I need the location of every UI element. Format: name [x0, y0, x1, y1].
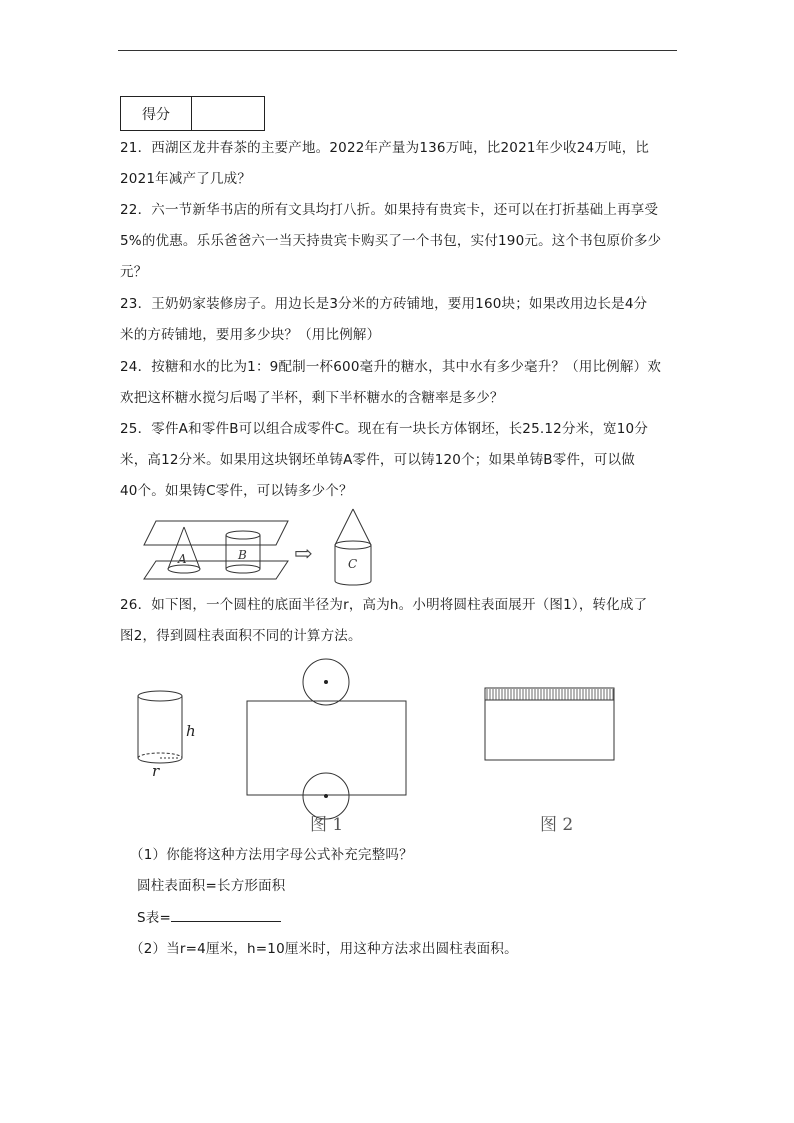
question-22-line: 22．六一节新华书店的所有文具均打八折。如果持有贵宾卡，还可以在打折基础上再享受: [120, 202, 659, 218]
question-25: [120, 414, 680, 507]
label-r: r: [152, 762, 160, 780]
formula-intro: 圆柱表面积=长方形面积: [137, 878, 286, 894]
header-rule: [118, 50, 677, 51]
bottom-plane: [144, 561, 288, 579]
question-25-line: 米，高12分米。如果用这块钢坯单铸A零件，可以铸120个；如果单铸B零件，可以做: [120, 452, 635, 468]
arrow-icon: ⇨: [294, 542, 313, 567]
question-26-line: 图2，得到圆柱表面积不同的计算方法。: [120, 628, 362, 644]
question-21: [120, 133, 680, 195]
question-22-line: 元？: [120, 264, 148, 280]
caption-figure-2: 图 2: [540, 815, 574, 835]
top-plane: [144, 521, 288, 545]
question-24: [120, 352, 680, 414]
cone-a: [168, 527, 200, 573]
score-box: [120, 96, 265, 131]
label-b: B: [238, 548, 247, 562]
question-25-line: 40个。如果铸C零件，可以铸多少个？: [120, 483, 353, 499]
formula-line: [137, 903, 697, 934]
circle-center-dot: [324, 680, 328, 684]
cylinder-figure: [138, 691, 182, 763]
question-21-line: 21．西湖区龙井春茶的主要产地。2022年产量为136万吨，比2021年少收24万吨，比: [120, 140, 650, 156]
sub-question-1: （1）你能将这种方法用字母公式补充完整吗？: [130, 847, 413, 863]
formula-lhs: S表=: [137, 910, 171, 926]
question-21-line: 2021年减产了几成？: [120, 171, 252, 187]
question-26-line: 26．如下图，一个圆柱的底面半径为r，高为h。小明将圆柱表面展开（图1），转化成了: [120, 597, 648, 613]
parts-diagram: [138, 505, 378, 587]
score-label: 得分: [121, 97, 192, 130]
question-23-line: 米的方砖铺地，要用多少块？（用比例解）: [120, 327, 381, 343]
label-c: C: [348, 557, 358, 571]
caption-figure-1: 图 1: [310, 815, 344, 835]
circle-center-dot: [324, 794, 328, 798]
formula-answer-blank[interactable]: [171, 907, 281, 922]
question-24-line: 欢把这杯糖水搅匀后喝了半杯，剩下半杯糖水的含糖率是多少？: [120, 390, 504, 406]
question-24-line: 24．按糖和水的比为1：9配制一杯600毫升的糖水，其中水有多少毫升？（用比例解）欢: [120, 359, 662, 375]
question-22: [120, 195, 680, 288]
question-23-line: 23．王奶奶家装修房子。用边长是3分米的方砖铺地，要用160块；如果改用边长是4分: [120, 296, 648, 312]
label-a: A: [178, 552, 187, 566]
part-c: [335, 509, 371, 585]
question-23: [120, 289, 680, 351]
question-22-line: 5%的优惠。乐乐爸爸六一当天持贵宾卡购买了一个书包，实付190元。这个书包原价多少: [120, 233, 662, 249]
label-h: h: [186, 722, 196, 740]
score-input-cell[interactable]: [192, 97, 264, 130]
sub-question-2: （2）当r=4厘米，h=10厘米时，用这种方法求出圆柱表面积。: [130, 941, 518, 957]
question-25-line: 25．零件A和零件B可以组合成零件C。现在有一块长方体钢坯，长25.12分米，宽10分: [120, 421, 649, 437]
question-26: [120, 590, 680, 652]
cylinder-net-diagram: [132, 658, 632, 838]
